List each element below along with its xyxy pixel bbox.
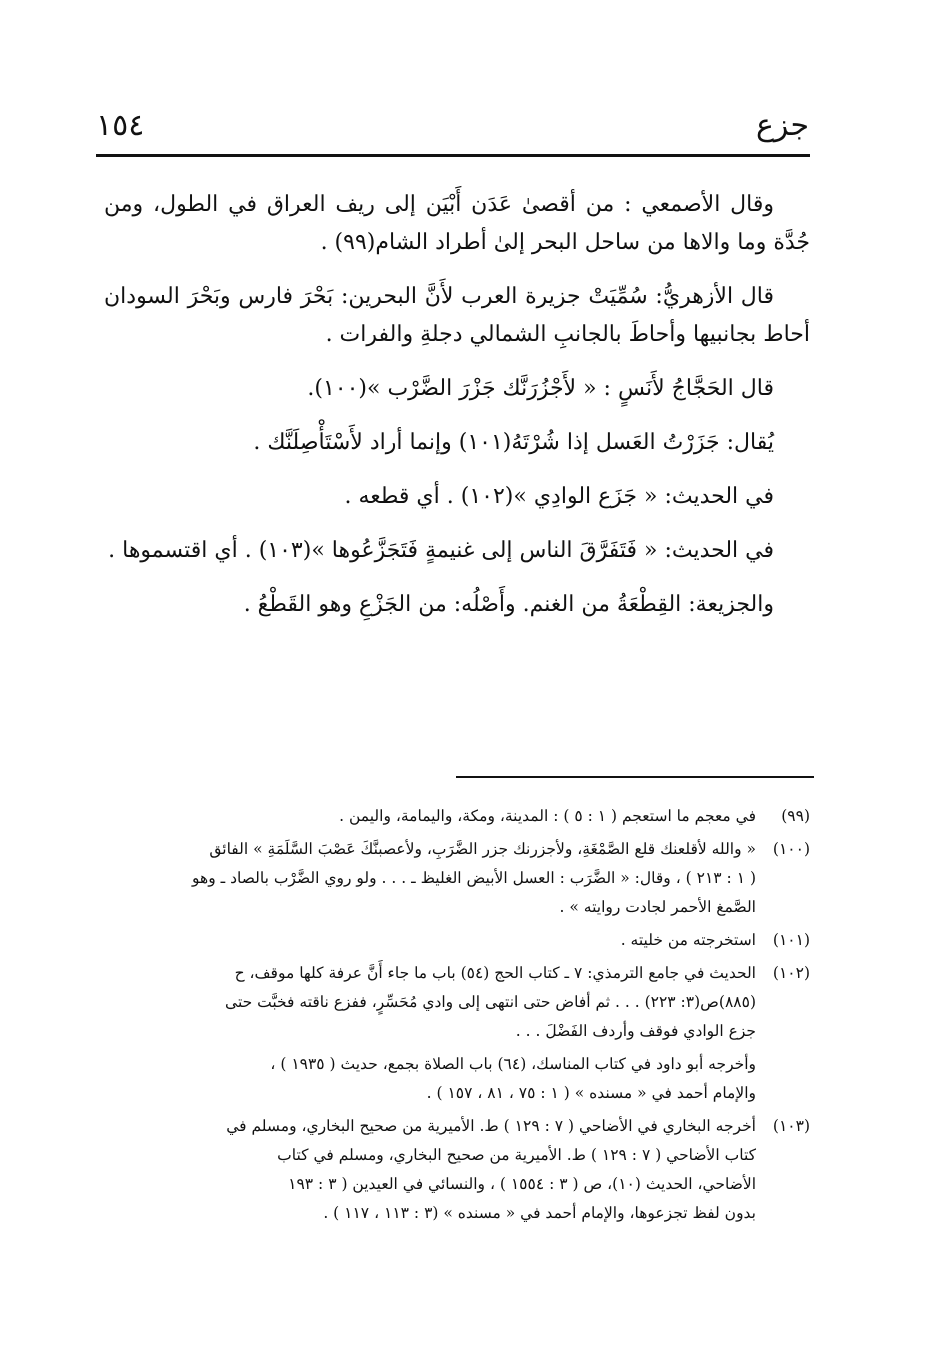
footnote-text: استخرجته من خليته . [620, 931, 756, 949]
header-rule [96, 154, 810, 157]
paragraph: في الحديث: « جَزَع الوادِي »(١٠٢) . أي قطعه . [344, 484, 774, 509]
footnote-number: (١٠١) [772, 931, 810, 949]
paragraph: يُقال: جَزَرْتُ العَسل إذا شُرْتَهُ(١٠١) وإنما أراد لأَسْتَأْصِلَنَّك . [253, 430, 774, 455]
footnote-line: وأخرجه أبو داود في كتاب المناسك، (٦٤) باب الصلاة بجمع، حديث ( ١٩٣٥ ) ، [270, 1055, 756, 1073]
footnote-number: (١٠٣) [772, 1117, 810, 1135]
footnote-line [96, 802, 810, 831]
footnote-103 [96, 1112, 810, 1228]
footnote-line: الأضاحي، الحديث (١٠)، ص ( ٣ : ١٥٥٤ ) ، والنسائي في العيدين ( ٣ : ١٩٣ [288, 1175, 756, 1193]
footnote-line [96, 1112, 810, 1141]
footnote-line: ( ١ : ٢١٣ ) ، وقال: « الضَّرَب : العسل الأبيض الغليظ ـ . . . ولو روي الضَّرْب بالصاد ـ وهو [192, 869, 756, 887]
footnote-line [96, 835, 810, 864]
footnote-102-continued [96, 1050, 810, 1108]
footnote-line: والإمام أحمد في « مسنده » ( ١ : ٧٥ ، ٨١ ، ١٥٧ ) . [426, 1084, 756, 1102]
footnote-number: (٩٩) [781, 807, 810, 825]
paragraph: وقال الأصمعي : من أقصىٰ عَدَن أَبْيَن إلى ريف العراق في الطول، ومن جُدَّة وما والاها من ساحل البحر إلىٰ أطراد الشام(٩٩) . [104, 192, 810, 255]
footnote-line: بدون لفظ تجزعوها، والإمام أحمد في « مسنده » (٣ : ١١٣ ، ١١٧ ) . [323, 1204, 756, 1222]
page-number: ١٥٤ [96, 108, 145, 143]
footnote-line [96, 926, 810, 955]
paragraph: في الحديث: « فَتَفَرَّقَ الناس إلى غنيمةٍ فَتَجَزَّعُوها »(١٠٣) . أي اقتسموها . [108, 538, 774, 563]
footnote-100 [96, 835, 810, 922]
footnote-number: (١٠٠) [772, 840, 810, 858]
paragraph: قال الأزهريُّ: سُمِّيَتْ جزيرة العرب لأَنَّ البحرين: بَحْرَ فارس وبَحْرَ السودان أحاط بجانبيها وأحاطَ بالجانبِ الشمالي دجلةِ والفرات . [104, 284, 810, 347]
footnote-separator [456, 776, 814, 778]
footnotes [96, 802, 810, 1232]
footnote-line [96, 959, 810, 988]
paragraph: والجزيعة: القِطْعَةُ من الغنم. وأَصْلُه: من الجَزْعِ وهو القَطْعُ . [243, 592, 774, 617]
footnote-text: الحديث في جامع الترمذي: ٧ ـ كتاب الحج (٥٤) باب ما جاء أَنَّ عرفة كلها موقف، ح [234, 964, 756, 982]
footnote-line: (٨٨٥)ص(٣: ٢٢٣) . . . ثم أفاض حتى انتهى إلى وادي مُحَسِّرٍ، ففزع ناقته فخبَّت حتى [225, 993, 756, 1011]
main-text [104, 186, 810, 640]
footnote-line: الصَّمغ الأحمر لجادت روايته » . [559, 898, 756, 916]
footnote-number: (١٠٢) [772, 964, 810, 982]
footnote-101 [96, 926, 810, 955]
footnote-text: أخرجه البخاري في الأضاحي ( ٧ : ١٢٩ ) ط. الأميرية من صحيح البخاري، ومسلم في [226, 1117, 756, 1135]
footnote-text: « والله لأقلعنك قلع الصَّمْغَةِ، ولأجزرنك جزر الضَّرَبِ، ولأعصبنَّكَ عَصْبَ السَّلَمَةِ » الفائق [209, 840, 756, 858]
footnote-text: في معجم ما استعجم ( ١ : ٥ ) : المدينة، ومكة، واليمامة، واليمن . [339, 807, 756, 825]
footnote-line: جزع الوادي فوقف وأردف الفَضْلَ . . . [515, 1022, 756, 1040]
page-header-entry-word: جزع [756, 108, 809, 143]
footnote-99 [96, 802, 810, 831]
footnote-102 [96, 959, 810, 1046]
footnote-line: كتاب الأضاحي ( ٧ : ١٢٩ ) ط. الأميرية من صحيح البخاري، ومسلم في كتاب [277, 1146, 756, 1164]
paragraph: قال الحَجَّاجُ لأَنَسٍ : « لأَجْزُرَنَّك جَزْرَ الضَّرْب »(١٠٠). [307, 376, 774, 401]
